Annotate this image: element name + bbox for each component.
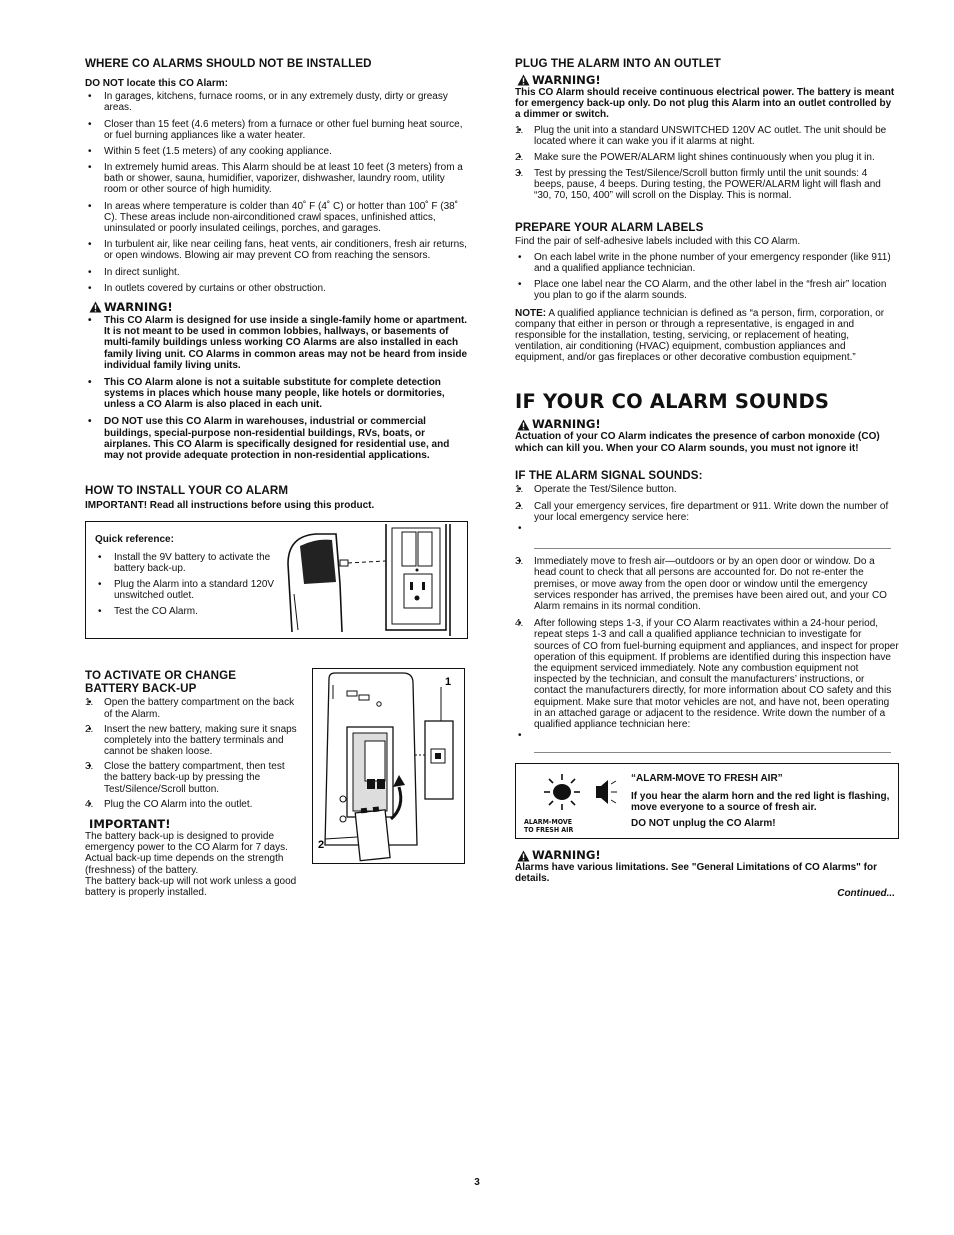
write-in-line-emergency bbox=[515, 523, 899, 549]
list-item: • Plug the Alarm into a standard 120V unswitched outlet. bbox=[95, 579, 285, 601]
warning-triangle-icon bbox=[517, 419, 530, 431]
list-item: • Closer than 15 feet (4.6 meters) from a furnace or other fuel burning heat source, or fuel burning appliances like a water heater. bbox=[85, 119, 468, 141]
warning-triangle-icon bbox=[517, 850, 530, 862]
page-section-title: IF YOUR CO ALARM SOUNDS bbox=[515, 389, 830, 413]
list-item: • 3. Test by pressing the Test/Silence/Scroll button firmly until the unit sounds: 4 beeps, pause, 4 beeps. During testing, the POWER/ALARM light will flash and “30, 70, 150, 400” will scroll on the Display. This is normal. bbox=[515, 168, 899, 202]
list-item: • Within 5 feet (1.5 meters) of any cooking appliance. bbox=[85, 146, 468, 157]
battery-figure bbox=[312, 668, 465, 864]
page-number: 3 bbox=[474, 1177, 480, 1188]
right-column bbox=[515, 57, 899, 900]
figure-label-2: 2 bbox=[318, 839, 325, 852]
alarm-fresh-air-icon: ALARM-MOVE TO FRESH AIR bbox=[522, 770, 618, 832]
list-item: • In outlets covered by curtains or other obstruction. bbox=[85, 283, 468, 294]
figure-label-1: 1 bbox=[445, 676, 452, 689]
fresh-air-box bbox=[515, 763, 899, 839]
location-list bbox=[85, 91, 468, 294]
list-item: • 3. Immediately move to fresh air—outdoors or by an open door or window. Do a head count to check that all persons are accounted for. Do not re-enter the premises, or move away from the open door or window until the emergency services responder has arrived, the premises have been aired out, and your CO Alarm remains in its normal condition. bbox=[515, 556, 899, 612]
limitations-warning-text: Alarms have various limitations. See "General Limitations of CO Alarms" for details. bbox=[515, 862, 877, 885]
list-item: • 2. Insert the new battery, making sure it snaps completely into the battery terminals and cannot be shaken loose. bbox=[85, 724, 300, 758]
battery-steps bbox=[85, 697, 300, 810]
alarm-steps bbox=[515, 484, 899, 753]
important-read-instructions: IMPORTANT! Read all instructions before using this product. bbox=[85, 500, 375, 512]
heading-prepare-labels: PREPARE YOUR ALARM LABELS bbox=[515, 220, 704, 234]
list-item: • In turbulent air, like near ceiling fans, heat vents, air conditioners, fresh air returns, or open windows. Blowing air may prevent CO from reaching the sensors. bbox=[85, 239, 468, 261]
list-item: • 2. Call your emergency services, fire department or 911. Write down the number of your local emergency service here: bbox=[515, 501, 899, 523]
warning-heading: WARNING! bbox=[89, 301, 468, 314]
quick-reference-box bbox=[85, 521, 468, 639]
left-column bbox=[85, 57, 468, 899]
list-item: • 1. Open the battery compartment on the back of the Alarm. bbox=[85, 697, 300, 719]
labels-list bbox=[515, 252, 899, 302]
list-item: • Install the 9V battery to activate the battery back-up. bbox=[95, 552, 285, 574]
warning-list bbox=[85, 315, 468, 461]
labels-intro: Find the pair of self-adhesive labels included with this CO Alarm. bbox=[515, 235, 801, 247]
list-item: • In garages, kitchens, furnace rooms, or in any extremely dusty, dirty or greasy areas. bbox=[85, 91, 468, 113]
list-item: • 4. Plug the CO Alarm into the outlet. bbox=[85, 799, 300, 810]
fresh-air-box-title: “ALARM-MOVE TO FRESH AIR” bbox=[631, 773, 783, 785]
alarm-plug-illustration bbox=[286, 524, 466, 636]
fresh-air-box-text: If you hear the alarm horn and the red light is flashing, move everyone to a source of fresh air. bbox=[631, 791, 890, 814]
list-item: • Test the CO Alarm. bbox=[95, 606, 285, 617]
list-item: • 3. Close the battery compartment, then test the battery back-up by pressing the Test/Silence/Scroll button. bbox=[85, 761, 300, 795]
heading-activate-battery: TO ACTIVATE OR CHANGE BATTERY BACK-UP bbox=[85, 669, 237, 696]
list-item: • In areas where temperature is colder than 40˚ F (4˚ C) or hotter than 100˚ F (38˚ C). These areas include non-airconditioned crawl spaces, unfinished attics, uninsulated or poorly insulated ceilings, porches, and garages. bbox=[85, 201, 468, 235]
do-not-locate-intro: DO NOT locate this CO Alarm: bbox=[85, 77, 228, 89]
do-not-unplug-text: DO NOT unplug the CO Alarm! bbox=[631, 817, 776, 829]
warning-heading: WARNING! bbox=[517, 418, 899, 431]
heading-alarm-signal: IF THE ALARM SIGNAL SOUNDS: bbox=[515, 468, 703, 482]
quick-reference-list bbox=[95, 552, 285, 618]
heading-plug-outlet: PLUG THE ALARM INTO AN OUTLET bbox=[515, 57, 721, 70]
list-item: • 1. Operate the Test/Silence button. bbox=[515, 484, 899, 495]
warning-triangle-icon bbox=[517, 74, 530, 86]
quick-reference-title: Quick reference: bbox=[95, 534, 174, 546]
heading-how-to-install: HOW TO INSTALL YOUR CO ALARM bbox=[85, 484, 289, 498]
write-in-line-technician bbox=[515, 730, 899, 753]
note-text: NOTE: A qualified appliance technician is defined as “a person, firm, corporation, or company that either in person or through a representative, is engaged in and responsible for the installation, testing, servicing, or replacement of heating, ventilation, air conditioning (HVAC) equipment, combustion appliances and equipment, and/or gas fireplaces or other decorative combustion equipment.” bbox=[515, 307, 885, 364]
sounds-warning-text: Actuation of your CO Alarm indicates the presence of carbon monoxide (CO) which can kill you. When your CO Alarm sounds, you must not ignore it! bbox=[515, 431, 880, 454]
list-item: • 4. After following steps 1-3, if your CO Alarm reactivates within a 24-hour period, repeat steps 1-3 and call a qualified appliance technician to investigate for sources of CO from fuel-burning equipment and appliances, and inspect for proper operation of this equipment. If problems are identified during this inspection have the equipment serviced immediately. Note any combustion equipment not inspected by the technician, and consult the manufacturers’ instructions, or contact the manufacturers directly, for more information about CO safety and this equipment. Make sure that motor vehicles are not, and have not, been operating in an attached garage or adjacent to the residence. Write down the number of a qualified appliance technician here: bbox=[515, 618, 899, 730]
list-item: • In extremely humid areas. This Alarm should be at least 10 feet (3 meters) from a bath or shower, sauna, humidifier, vaporizer, dishwasher, laundry room, utility room or other source of high humidity. bbox=[85, 162, 468, 196]
important-text: The battery back-up is designed to provide emergency power to the CO Alarm for 7 days. Actual back-up time depends on the strength (freshness) of the battery. The battery back-up will not work unless a good battery is properly installed. bbox=[85, 831, 297, 898]
list-item: • 1. Plug the unit into a standard UNSWITCHED 120V AC outlet. The unit should be located where it can wake you if it alarms at night. bbox=[515, 125, 899, 147]
list-item: • On each label write in the phone number of your emergency responder (like 911) and a qualified appliance technician. bbox=[515, 252, 899, 274]
continued-label: Continued... bbox=[837, 888, 895, 900]
important-heading: IMPORTANT! bbox=[89, 817, 171, 832]
list-item: • 2. Make sure the POWER/ALARM light shines continuously when you plug it in. bbox=[515, 152, 899, 163]
outlet-warning-text: This CO Alarm should receive continuous electrical power. The battery is meant for emergency back-up only. Do not plug this Alarm into an outlet controlled by a dimmer or switch. bbox=[515, 86, 895, 121]
list-item: • This CO Alarm is designed for use inside a single-family home or apartment. It is not meant to be used in common lobbies, hallways, or basements of multi-family buildings unless working CO Alarms are also installed in each family living unit. CO Alarms in common areas may not be heard from inside individual family living units. bbox=[85, 315, 468, 371]
warning-triangle-icon bbox=[89, 301, 102, 313]
list-item: • In direct sunlight. bbox=[85, 267, 468, 278]
heading-where-not-install: WHERE CO ALARMS SHOULD NOT BE INSTALLED bbox=[85, 57, 372, 70]
warning-heading: WARNING! bbox=[517, 849, 899, 862]
battery-section bbox=[85, 669, 468, 899]
list-item: • DO NOT use this CO Alarm in warehouses, industrial or commercial buildings, special-purpose non-residential buildings, RVs, boats, or airplanes. This CO Alarm is specifically designed for residential use, and may not provide adequate protection in non-residential applications. bbox=[85, 416, 468, 461]
warning-heading: WARNING! bbox=[517, 74, 899, 87]
list-item: • Place one label near the CO Alarm, and the other label in the “fresh air” location you plan to go if the alarm sounds. bbox=[515, 279, 899, 301]
list-item: • This CO Alarm alone is not a suitable substitute for complete detection systems in places which house many people, like hotels or dormitories, unless a CO Alarm is also placed in each unit. bbox=[85, 377, 468, 411]
outlet-steps bbox=[515, 125, 899, 202]
